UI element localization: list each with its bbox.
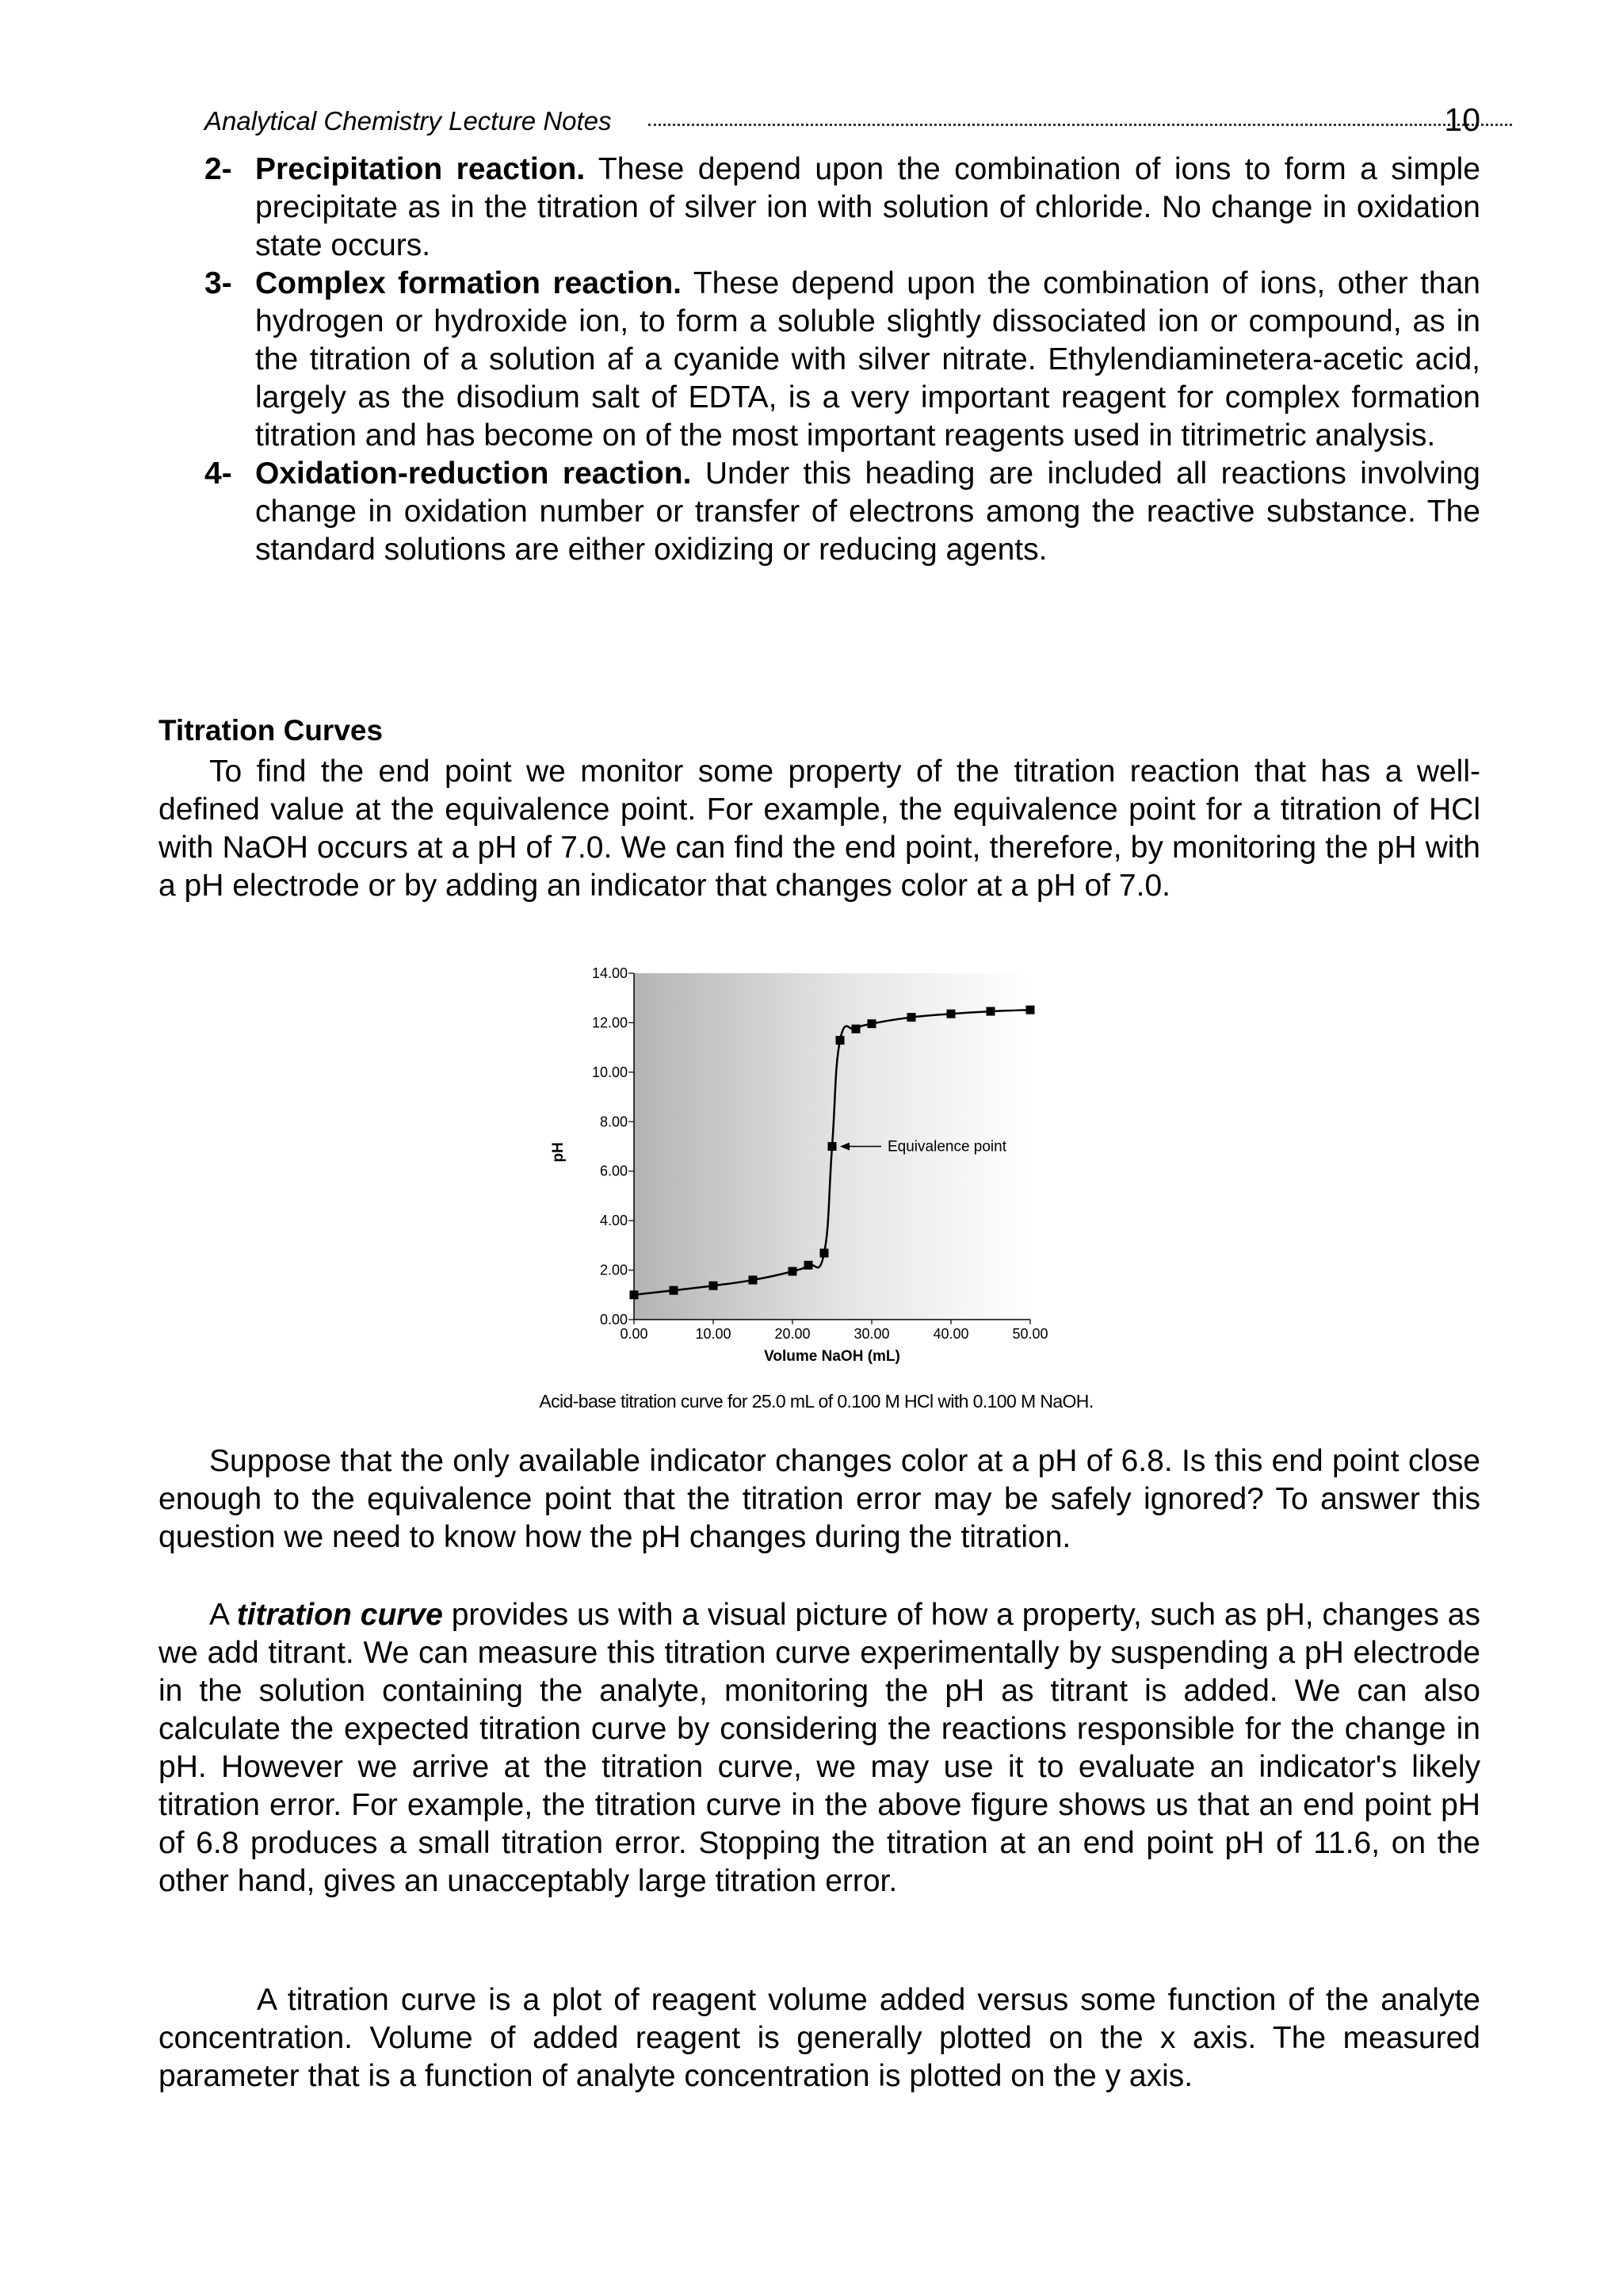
list-item <box>204 151 1480 265</box>
list-number: 3- <box>204 266 232 300</box>
data-point <box>749 1276 758 1285</box>
y-tick-label: 4.00 <box>599 1213 628 1229</box>
reaction-type-list <box>204 151 1480 569</box>
data-point <box>852 1025 861 1033</box>
list-term: Precipitation reaction. <box>255 152 586 186</box>
data-point <box>670 1286 678 1295</box>
page-header <box>204 101 1480 141</box>
data-point <box>828 1142 837 1151</box>
list-text: Under this heading are included all reactions involving change in oxidation number or transfer of electrons among the reactive substance. The standard solutions are either oxidizing or reducing agents. <box>255 457 1480 567</box>
x-axis-ticks <box>620 1320 1048 1342</box>
data-point <box>789 1267 797 1276</box>
data-point <box>804 1261 813 1270</box>
paragraph-indicator-question: Suppose that the only available indicator changes color at a pH of 6.8. Is this end point close enough to the equivalence point that the titration error may be safely ignored? To answer this question we need to know how the pH changes during the titration. <box>158 1444 1480 1554</box>
list-term: Oxidation-reduction reaction. <box>255 457 692 491</box>
data-point <box>709 1282 718 1290</box>
list-number: 4- <box>204 457 232 491</box>
y-tick-label: 2.00 <box>599 1262 628 1278</box>
y-tick-label: 6.00 <box>599 1163 628 1179</box>
list-text: These depend upon the combination of ions to form a simple precipitate as in the titration of silver ion with solution of chloride. No change in oxidation state occurs. <box>255 152 1480 262</box>
page-number: 10 <box>1444 101 1480 138</box>
data-point <box>630 1290 639 1299</box>
para3-term: titration curve <box>236 1598 443 1632</box>
list-item <box>204 265 1480 455</box>
data-point <box>987 1007 995 1016</box>
y-axis-label: pH <box>550 1142 567 1163</box>
data-point <box>868 1019 876 1028</box>
x-tick-label: 50.00 <box>1012 1326 1048 1342</box>
x-tick-label: 10.00 <box>695 1326 731 1342</box>
titration-chart <box>539 955 1062 1383</box>
y-axis-ticks <box>592 965 634 1328</box>
data-point <box>947 1010 956 1018</box>
data-point <box>836 1036 845 1045</box>
y-tick-label: 8.00 <box>599 1114 628 1130</box>
x-tick-label: 20.00 <box>774 1326 811 1342</box>
header-dotted-leader <box>648 116 1512 126</box>
x-axis-label: Volume NaOH (mL) <box>764 1348 900 1365</box>
paragraph-curve-definition: A titration curve is a plot of reagent volume added versus some function of the analyte concentration. Volume of added reagent is generally plotted on the x axis. The measured parameter that is a function of analyte concentration is plotted on the y axis. <box>158 1983 1480 2093</box>
x-tick-label: 0.00 <box>620 1326 648 1342</box>
list-text: These depend upon the combination of ions, other than hydrogen or hydroxide ion, to form a soluble slightly dissociated ion or compound, as in the titration of a solution af a cyanide with silver nitrate. Ethylendiaminetera-acetic acid, largely as the disodium salt of EDTA, is a very important reagent for complex formation titration and has become on of the most important reagents used in titrimetric analysis. <box>255 266 1480 453</box>
figure-caption: Acid-base titration curve for 25.0 mL of 0.100 M HCl with 0.100 M NaOH. <box>539 1391 1094 1412</box>
x-tick-label: 40.00 <box>933 1326 969 1342</box>
y-tick-label: 14.00 <box>591 965 628 981</box>
list-term: Complex formation reaction. <box>255 266 682 300</box>
list-number: 2- <box>204 152 232 186</box>
y-tick-label: 12.00 <box>591 1014 628 1031</box>
list-item <box>204 455 1480 569</box>
data-point <box>907 1013 916 1022</box>
paragraph-titration-curve <box>158 1596 1480 1901</box>
para3-rest: provides us with a visual picture of how a property, such as pH, changes as we add titrant. We can measure this titration curve experimentally by suspending a pH electrode in the solution containing the analyte, monitoring the pH as titrant is added. We can also calculate the expected titration curve by considering the reactions responsible for the change in pH. However we arrive at the titration curve, we may use it to evaluate an indicator's likely titration error. For example, the titration curve in the above figure shows us that an end point pH of 6.8 produces a small titration error. Stopping the titration at an end point pH of 11.6, on the other hand, gives an unacceptably large titration error. <box>158 1598 1480 1898</box>
x-tick-label: 30.00 <box>854 1326 890 1342</box>
section-title: Titration Curves <box>158 714 384 747</box>
y-tick-label: 10.00 <box>591 1064 628 1080</box>
paragraph-endpoint: To find the end point we monitor some property of the titration reaction that has a well-defined value at the equivalence point. For example, the equivalence point for a titration of HCl with NaOH occurs at a pH of 7.0. We can find the end point, therefore, by monitoring the pH with a pH electrode or by adding an indicator that changes color at a pH of 7.0. <box>158 755 1480 903</box>
header-title: Analytical Chemistry Lecture Notes <box>204 106 612 136</box>
annotation-label: Equivalence point <box>888 1138 1006 1156</box>
para3-lead: A <box>209 1598 237 1632</box>
data-point <box>820 1249 829 1258</box>
data-point <box>1026 1006 1035 1014</box>
y-tick-label: 0.00 <box>599 1312 628 1328</box>
